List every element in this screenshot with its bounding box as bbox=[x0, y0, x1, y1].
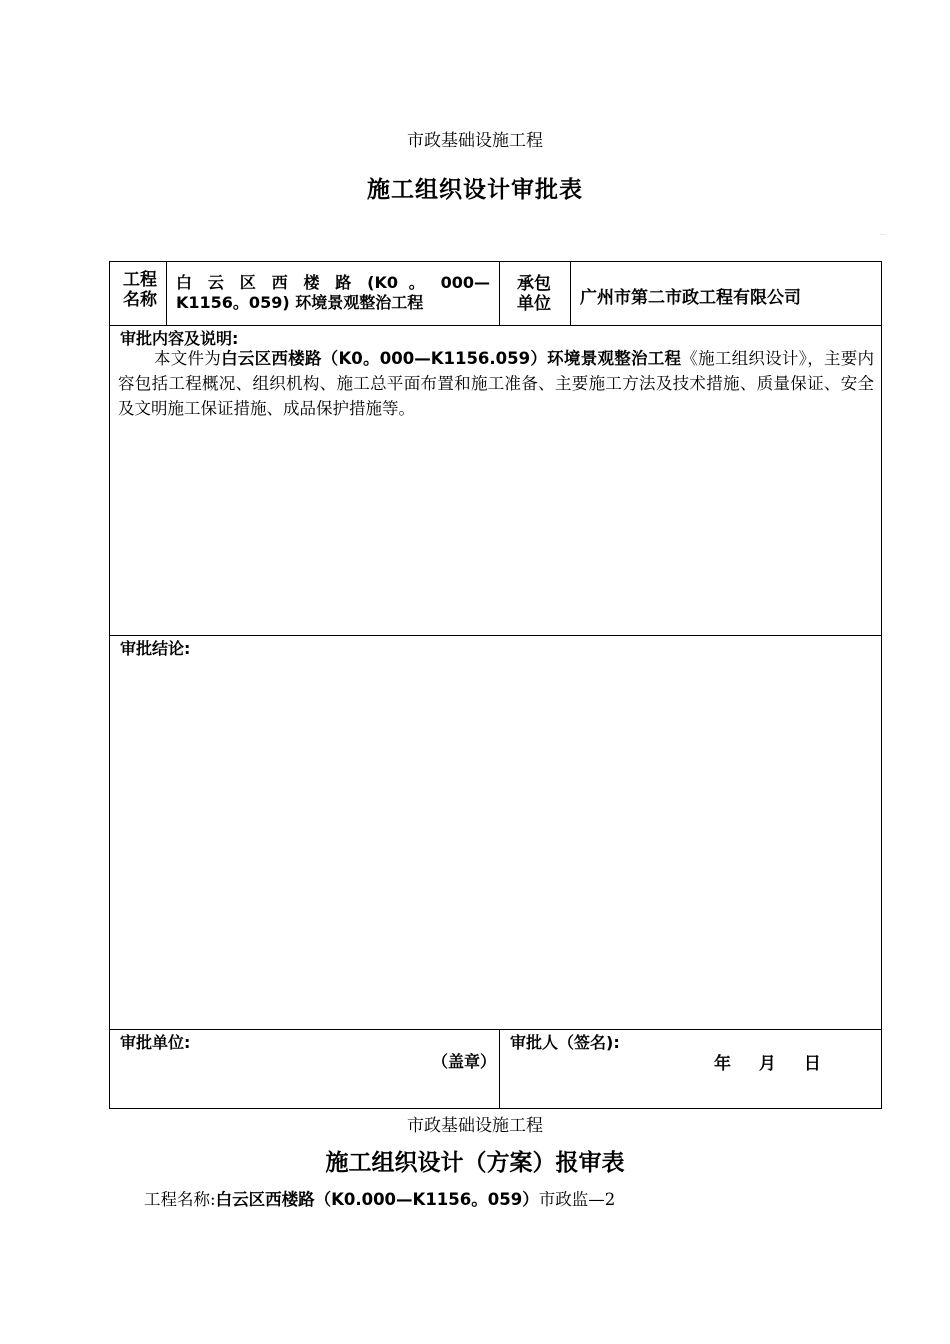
project-name-label: 工程名称 bbox=[123, 270, 157, 310]
page2-project-line bbox=[144, 1186, 615, 1210]
conclusion-label: 审批结论: bbox=[120, 639, 191, 658]
page2-project-name: 白云区西楼路（K0.000—K1156。059） bbox=[215, 1190, 539, 1209]
content-label: 审批内容及说明: bbox=[120, 329, 239, 348]
description-prefix: 本文件为 bbox=[154, 349, 222, 368]
project-name-value: 白 云 区 西 楼 路 (K0 。 000— K1156。059) 环境景观整治工程 bbox=[176, 273, 490, 312]
description-suffix: 《施工组织设计》，主要内容包括工程概况、组织机构、施工总平面布置和施工准备、主要施工方法及技术措施、质量保证、安全及文明施工保证措施、成品保护措施等。 bbox=[118, 349, 874, 418]
page-title: 施工组织设计审批表 bbox=[367, 177, 583, 203]
page-header: 市政基础设施工程 bbox=[407, 131, 543, 151]
contractor-label: 承包单位 bbox=[517, 274, 551, 314]
page2-header: 市政基础设施工程 bbox=[407, 1116, 543, 1136]
page2-form-code: 市政监—2 bbox=[538, 1190, 616, 1209]
approval-unit-label: 审批单位: bbox=[120, 1033, 191, 1052]
page2-title: 施工组织设计（方案）报审表 bbox=[325, 1150, 625, 1176]
description-text bbox=[118, 346, 874, 421]
stamp-label: （盖章） bbox=[432, 1052, 497, 1071]
date-fields: 年 月 日 bbox=[714, 1054, 821, 1074]
description-project: 白云区西楼路（K0。000—K1156.059）环境景观整治工程 bbox=[221, 349, 682, 368]
contractor-value: 广州市第二市政工程有限公司 bbox=[580, 288, 801, 308]
faint-mark: ···· bbox=[880, 232, 887, 238]
approver-label: 审批人（签名): bbox=[510, 1033, 620, 1052]
page2-project-label: 工程名称: bbox=[144, 1190, 216, 1209]
